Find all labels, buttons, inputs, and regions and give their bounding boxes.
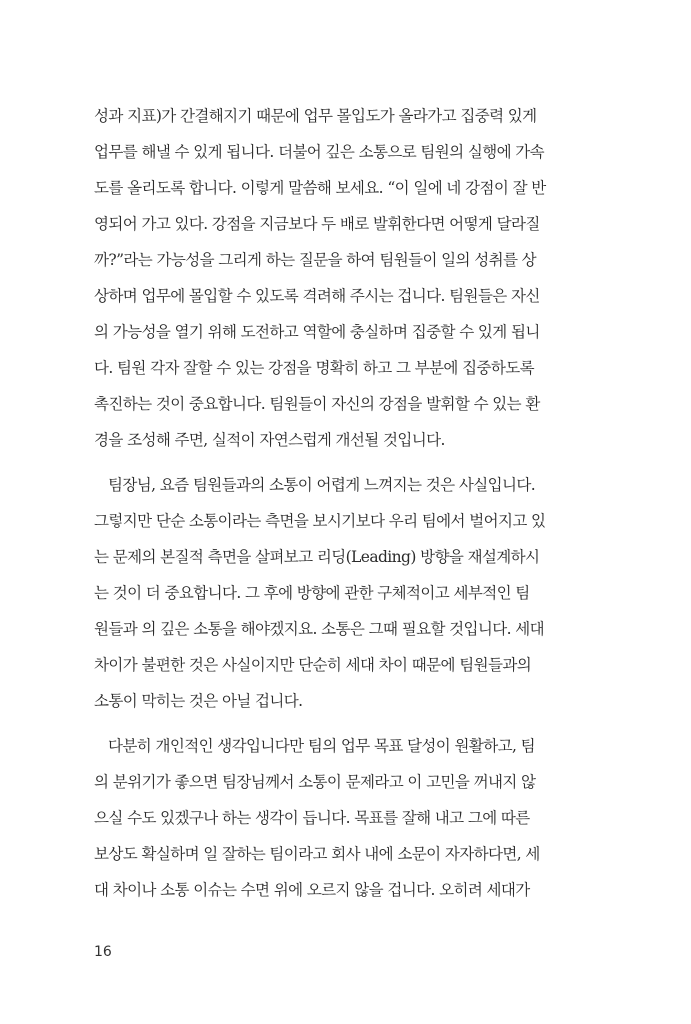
text-line: 소통이 막히는 것은 아닐 겁니다. (94, 692, 303, 710)
paragraph-1 (94, 98, 594, 458)
text-line: 팀장님, 요즘 팀원들과의 소통이 어렵게 느껴지는 것은 사실입니다. (108, 476, 536, 494)
text-line: 으실 수도 있겠구나 하는 생각이 듭니다. 목표를 잘해 내고 그에 따른 (94, 809, 530, 827)
text-line: 다. 팀원 각자 잘할 수 있는 강점을 명확히 하고 그 부분에 집중하도록 (94, 359, 534, 377)
text-line: 촉진하는 것이 중요합니다. 팀원들이 자신의 강점을 발휘할 수 있는 환 (94, 395, 540, 413)
text-line: 영되어 가고 있다. 강점을 지금보다 두 배로 발휘한다면 어떻게 달라질 (94, 215, 540, 233)
text-line: 는 문제의 본질적 측면을 살펴보고 리딩(Leading) 방향을 재설계하시 (94, 548, 540, 566)
paragraph-3 (94, 728, 594, 908)
text-line: 원들과 의 깊은 소통을 해야겠지요. 소통은 그때 필요할 것입니다. 세대 (94, 620, 545, 638)
text-line: 대 차이나 소통 이슈는 수면 위에 오르지 않을 겁니다. 오히려 세대가 (94, 881, 530, 899)
text-line: 보상도 확실하며 일 잘하는 팀이라고 회사 내에 소문이 자자하다면, 세 (94, 845, 540, 863)
text-line: 그렇지만 단순 소통이라는 측면을 보시기보다 우리 팀에서 벌어지고 있 (94, 512, 546, 530)
text-line: 의 가능성을 열기 위해 도전하고 역할에 충실하며 집중할 수 있게 됩니 (94, 323, 540, 341)
text-line: 차이가 불편한 것은 사실이지만 단순히 세대 차이 때문에 팀원들과의 (94, 656, 532, 674)
text-line: 상하며 업무에 몰입할 수 있도록 격려해 주시는 겁니다. 팀원들은 자신 (94, 287, 540, 305)
page-number: 16 (94, 944, 112, 960)
paragraph-2 (94, 467, 594, 719)
text-line: 도를 올리도록 합니다. 이렇게 말씀해 보세요. “이 일에 네 강점이 잘 반 (94, 179, 546, 197)
text-line: 의 분위기가 좋으면 팀장님께서 소통이 문제라고 이 고민을 꺼내지 않 (94, 773, 536, 791)
text-line: 까?”라는 가능성을 그리게 하는 질문을 하여 팀원들이 일의 성취를 상 (94, 251, 537, 269)
text-line: 성과 지표)가 간결해지기 때문에 업무 몰입도가 올라가고 집중력 있게 (94, 107, 537, 125)
text-line: 업무를 해낼 수 있게 됩니다. 더불어 깊은 소통으로 팀원의 실행에 가속 (94, 143, 545, 161)
text-line: 는 것이 더 중요합니다. 그 후에 방향에 관한 구체적이고 세부적인 팀 (94, 584, 530, 602)
text-line: 경을 조성해 주면, 실적이 자연스럽게 개선될 것입니다. (94, 431, 445, 449)
text-line: 다분히 개인적인 생각입니다만 팀의 업무 목표 달성이 원활하고, 팀 (108, 737, 536, 755)
